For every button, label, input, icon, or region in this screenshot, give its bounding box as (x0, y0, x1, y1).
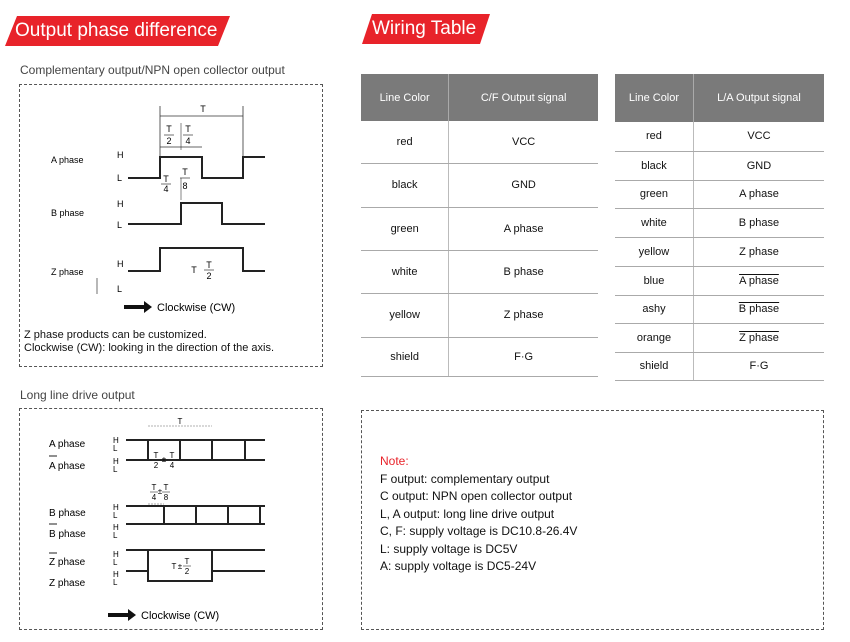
clockwise-label: Clockwise (CW) (141, 610, 220, 622)
table-row (615, 266, 824, 295)
signal-cell: GND (693, 151, 824, 180)
table-row (361, 293, 598, 337)
cf-header-line-color: Line Color (361, 74, 449, 121)
fraction-num: T (184, 557, 190, 566)
b-bar-phase-label: B phase (49, 529, 86, 540)
table-row (361, 207, 598, 250)
note-line: L, A output: long line drive output (380, 506, 555, 521)
period-t-label: T (177, 417, 183, 426)
z-phase-label: Z phase (51, 267, 84, 277)
line-color-cell: red (361, 121, 449, 163)
table-row (361, 121, 598, 163)
high-label: H (113, 436, 119, 445)
z-width-t: T (171, 562, 177, 571)
high-label: H (117, 259, 124, 269)
note-line: Z phase products can be customized. (24, 329, 207, 341)
table-row (615, 323, 824, 352)
signal-cell (693, 295, 824, 323)
b-phase-label: B phase (49, 508, 86, 519)
note-title: Note: (380, 454, 409, 468)
table-row (615, 352, 824, 380)
table-row (615, 208, 824, 237)
a-phase-label: A phase (51, 155, 84, 165)
signal-cell (693, 323, 824, 352)
fraction-num: T (166, 124, 172, 134)
note-line: F output: complementary output (380, 471, 550, 486)
b-phase-label: B phase (51, 208, 85, 218)
high-label: H (113, 457, 119, 466)
linedrive-timing-diagram (0, 400, 330, 640)
low-label: L (113, 578, 118, 587)
fraction-den: 2 (166, 136, 172, 146)
fraction-num: T (206, 260, 212, 270)
low-label: L (113, 465, 118, 474)
signal-cell: VCC (693, 122, 824, 151)
linedrive-subtitle: Long line drive output (20, 388, 135, 402)
fraction-den: 2 (184, 567, 190, 576)
wiring-table-title: Wiring Table (372, 18, 477, 39)
table-row (615, 295, 824, 323)
signal-cell: F·G (449, 337, 598, 376)
line-color-cell: blue (615, 266, 693, 295)
z-width-t: T (191, 265, 197, 275)
fraction-den: 4 (185, 136, 191, 146)
table-row (615, 237, 824, 266)
z-phase-label: Z phase (49, 557, 86, 568)
line-color-cell: green (615, 180, 693, 208)
line-color-cell: black (361, 163, 449, 207)
line-color-cell: orange (615, 323, 693, 352)
la-header-signal: L/A Output signal (693, 74, 824, 122)
la-wiring-table (615, 74, 824, 381)
complementary-timing-diagram (0, 0, 330, 370)
fraction-den: 2 (206, 271, 212, 281)
low-label: L (113, 511, 118, 520)
high-label: H (113, 523, 119, 532)
fraction-num: T (169, 451, 175, 460)
fraction-num: T (163, 174, 169, 184)
fraction-den: 8 (163, 493, 169, 502)
note-line: C output: NPN open collector output (380, 489, 573, 503)
fraction-num: T (182, 167, 188, 177)
line-color-cell: black (615, 151, 693, 180)
period-t-label: T (200, 104, 206, 114)
signal-cell: A phase (693, 180, 824, 208)
line-color-cell: shield (361, 337, 449, 376)
table-row (615, 151, 824, 180)
note-content (380, 453, 577, 576)
table-row (361, 337, 598, 376)
line-color-cell: ashy (615, 295, 693, 323)
plus-minus: ± (157, 487, 163, 496)
table-row (615, 122, 824, 151)
la-header-line-color: Line Color (615, 74, 693, 122)
signal-cell: A phase (449, 207, 598, 250)
line-color-cell: red (615, 122, 693, 151)
table-row (361, 163, 598, 207)
fraction-num: T (151, 483, 157, 492)
inverted-signal: B phase (738, 303, 780, 315)
wiring-table-banner (362, 14, 490, 44)
fraction-den: 4 (163, 184, 169, 194)
plus-minus: ± (177, 562, 183, 571)
inverted-signal: A phase (739, 274, 779, 287)
line-color-cell: white (361, 250, 449, 293)
inverted-signal: Z phase (739, 331, 779, 344)
low-label: L (117, 173, 123, 183)
complementary-subtitle: Complementary output/NPN open collector output (20, 63, 285, 77)
fraction-den: 8 (182, 181, 188, 191)
table-row (615, 180, 824, 208)
line-color-cell: yellow (615, 237, 693, 266)
line-color-cell: white (615, 208, 693, 237)
fraction-den: 4 (151, 493, 157, 502)
signal-cell: F·G (693, 352, 824, 380)
cf-header-signal: C/F Output signal (449, 74, 598, 121)
signal-cell: B phase (449, 250, 598, 293)
low-label: L (113, 444, 118, 453)
signal-cell: VCC (449, 121, 598, 163)
table-row (361, 250, 598, 293)
note-line: A: supply voltage is DC5-24V (380, 559, 537, 573)
fraction-num: T (163, 483, 169, 492)
signal-cell (693, 266, 824, 295)
note-line: L: supply voltage is DC5V (380, 541, 518, 556)
complementary-notes (24, 329, 274, 355)
low-label: L (113, 531, 118, 540)
a-bar-phase-label: A phase (49, 461, 86, 472)
low-label: L (113, 558, 118, 567)
note-line: C, F: supply voltage is DC10.8-26.4V (380, 524, 578, 538)
low-label: L (117, 220, 123, 230)
signal-cell: GND (449, 163, 598, 207)
fraction-den: 4 (169, 461, 175, 470)
z-bar-phase-label: Z phase (49, 578, 86, 589)
clockwise-label: Clockwise (CW) (157, 302, 236, 314)
plus-minus: ± (161, 455, 167, 464)
high-label: H (113, 550, 119, 559)
line-color-cell: green (361, 207, 449, 250)
signal-cell: Z phase (449, 293, 598, 337)
high-label: H (113, 570, 119, 579)
fraction-den: 2 (153, 461, 159, 470)
low-label: L (117, 284, 123, 294)
fraction-num: T (153, 451, 159, 460)
output-phase-title: Output phase difference (15, 20, 218, 41)
line-color-cell: yellow (361, 293, 449, 337)
cf-wiring-table (361, 74, 598, 377)
fraction-num: T (185, 124, 191, 134)
high-label: H (117, 150, 124, 160)
a-phase-label: A phase (49, 439, 86, 450)
line-color-cell: shield (615, 352, 693, 380)
signal-cell: B phase (693, 208, 824, 237)
high-label: H (117, 199, 124, 209)
high-label: H (113, 503, 119, 512)
signal-cell: Z phase (693, 237, 824, 266)
note-line: Clockwise (CW): looking in the direction of the axis. (24, 342, 275, 354)
